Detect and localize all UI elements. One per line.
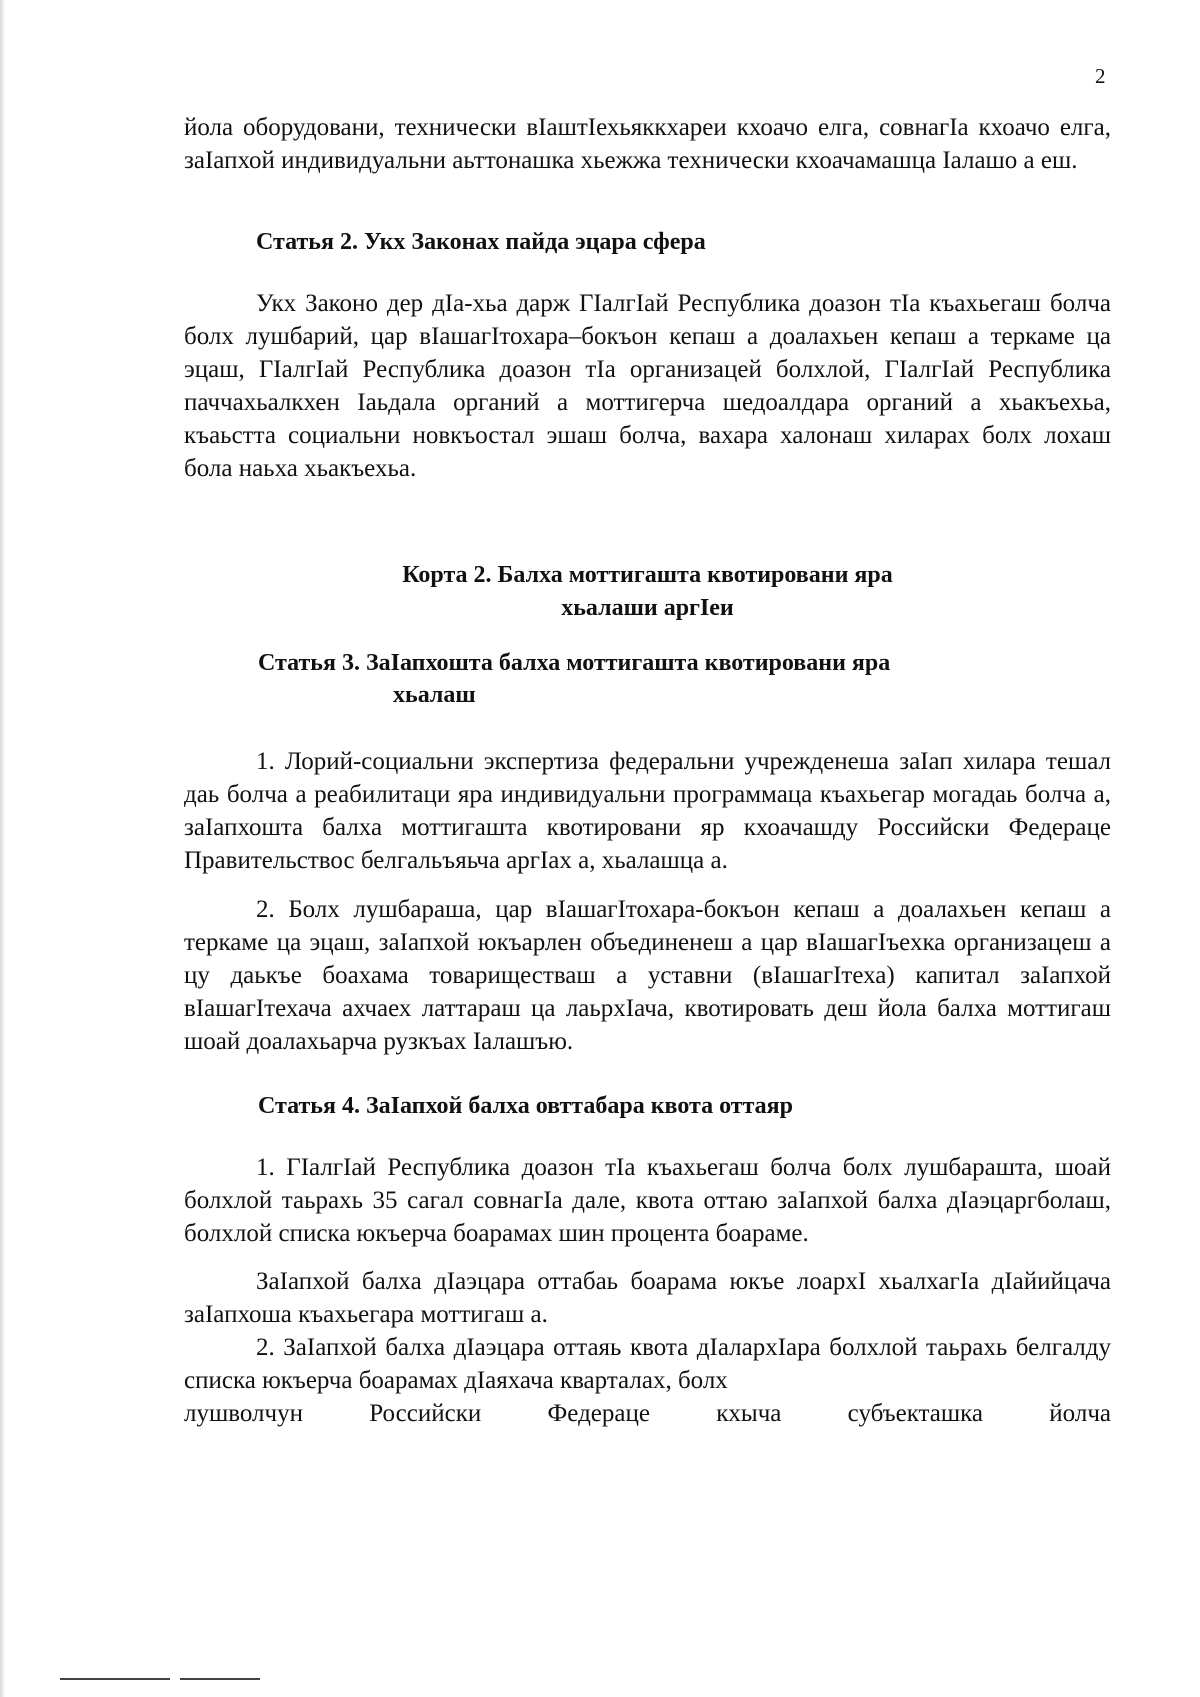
page-number: 2 <box>1095 64 1106 88</box>
word: лушволчун <box>184 1400 303 1427</box>
article-3-heading <box>258 647 890 711</box>
article-3-paragraph-1: 1. Лорий-социальни экспертиза федеральни учрежденеша заIап хилара тешал даь болча а реабилитаци яра индивидуальни программаца къахьегар могадаь болча а, заIапхошта балха моттигашта квотировани яр кхоачашду Российски Федераце Правительствос белгальъяьча аргIах а, хьалашца а. <box>184 748 1111 874</box>
scan-artifact-line <box>60 1678 170 1680</box>
word: Российски <box>369 1400 482 1427</box>
article-4-paragraph-3-last-line <box>184 1397 1111 1430</box>
article-4-paragraph-3: 2. ЗаIапхой балха дIаэцара оттаяь квота дIалархIара болхлой таьрахь белгалду списка юкъерча боарамах дIаяхача кварталах, болх <box>184 1334 1111 1394</box>
word: кхыча <box>716 1400 782 1427</box>
intro-paragraph: йола оборудовани, технически вIаштIехьяккхареи кхоачо елга, совнагIа кхоачо елга, заIапхой индивидуальни аьттонашка хьежжа технически кхоачамашца Iалашо а еш. <box>184 114 1111 174</box>
chapter-2-heading <box>184 559 1111 625</box>
article-2-paragraph: Укх Законо дер дIа-хьа дарж ГIалгIай Республика доазон тIа къахьегаш болча болх лушбарий, цар вIашагIтохара–бокъон кепаш а доалахьен кепаш а теркаме ца эцаш, ГIалгIай Республика доазон тIа организацей болхлой, ГIалгIай Республика паччахьалкхен Iаьдала органий а моттигерча шедоалдара органий а хьакъехьа, къаьстта социальни новкъостал эшаш болча, вахара халонаш хиларах болх лохаш бола наьха хьакъехьа. <box>184 290 1111 482</box>
scan-edge <box>0 0 5 1697</box>
word: субъекташка <box>847 1400 983 1427</box>
article-3-heading-line2: хьалаш <box>393 682 476 708</box>
chapter-2-heading-line1: Корта 2. Балха моттигашта квотировани яра <box>402 562 893 588</box>
article-4-heading: Статья 4. ЗаIапхой балха овттабара квота оттаяр <box>258 1093 793 1119</box>
article-4-paragraph-1: 1. ГIалгIай Республика доазон тIа къахьегаш болча болх лушбараштa, шоай болхлой таьрахь 35 сагал совнагIа дале, квота оттаю заIапхой балха дIаэцаргболаш, болхлой списка юкъерча боарамах шин процента боараме. <box>184 1154 1111 1247</box>
article-2-heading: Статья 2. Укх Законах пайда эцара сфера <box>256 229 706 255</box>
article-4-paragraph-2: ЗаIапхой балха дIаэцара оттабаь боарама юкъе лоархI хьалхагIа дIайийцача заIапхоша къахьегара моттигаш а. <box>184 1268 1111 1328</box>
article-3-heading-line1: Статья 3. ЗаIапхошта балха моттигашта квотировани яра <box>258 650 891 676</box>
word: Федераце <box>547 1400 650 1427</box>
scan-artifact-line <box>180 1678 260 1680</box>
chapter-2-heading-line2: хьалаши аргIеи <box>561 595 734 621</box>
article-3-paragraph-2: 2. Болх лушбараша, цар вIашагIтохара-бокъон кепаш а доалахьен кепаш а теркаме ца эцаш, заIапхой юкъарлен объединенеш а цар вIашагIъехка организацеш а цу даькъе боахама товариществаш а уставни (вIашагIтеха) капитал заIапхой вIашагIтехача ахчаех латтараш ца лаьрхIача, квотировать деш йола балха моттигаш шоай доалахьарча рузкъах Iалашъю. <box>184 896 1111 1055</box>
word: йолча <box>1049 1400 1111 1427</box>
